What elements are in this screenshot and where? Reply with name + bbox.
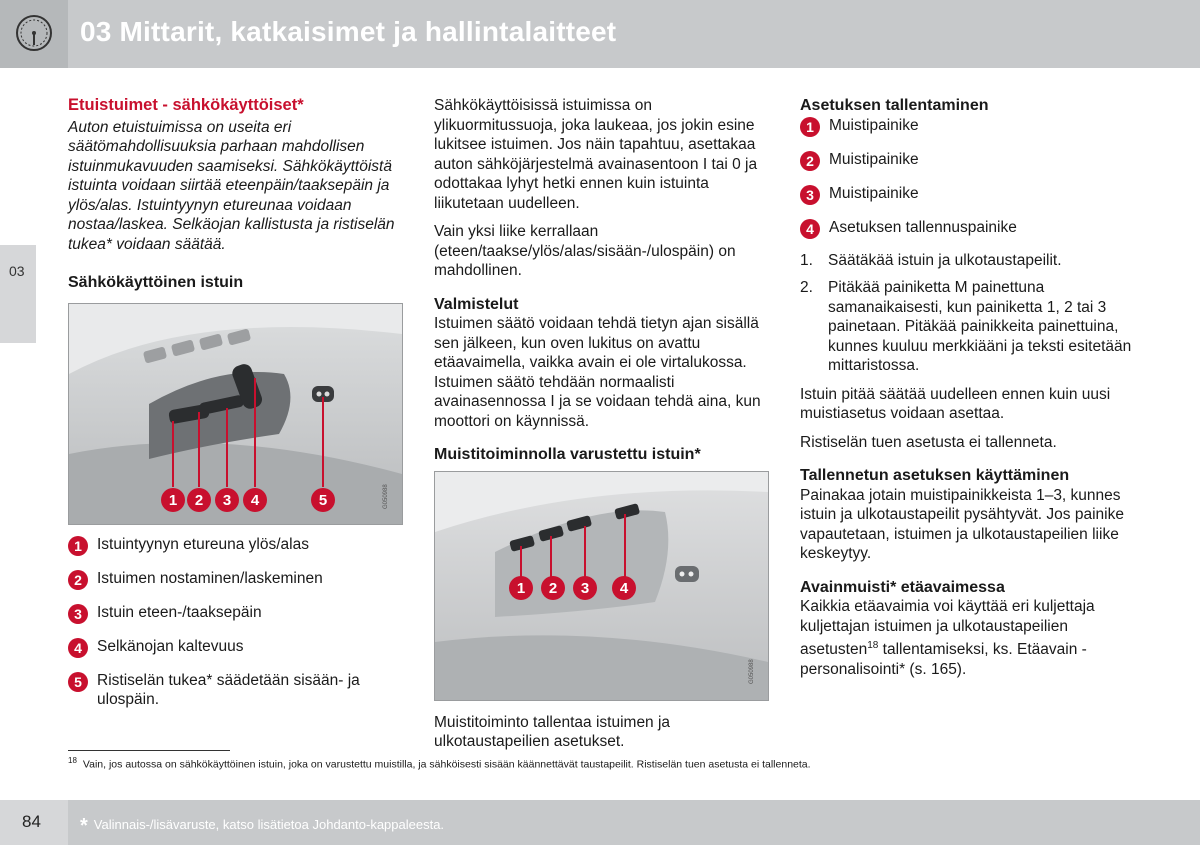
- heading-valmistelut: Valmistelut: [434, 295, 519, 313]
- list-item-text: Istuintyynyn etureuna ylös/alas: [97, 535, 309, 553]
- list-item-text: Muistipainike: [829, 184, 919, 202]
- image-label-1: 1: [516, 579, 526, 597]
- list-item-text: Istuimen nostaminen/laskeminen: [97, 569, 323, 587]
- image-label-1: 1: [168, 491, 178, 509]
- key-memory-paragraph: [800, 597, 1135, 679]
- footnote: [68, 756, 811, 771]
- image-label-2: 2: [548, 579, 558, 597]
- list-item-text: Selkänojan kaltevuus: [97, 637, 244, 655]
- using-saved-paragraph: Painakaa jotain muistipainikkeista 1–3, kunnes istuin ja ulkotaustapeilit pysähtyvät. Jos painike vapautetaan, istuimen ja ulkotaustapeilien liike keskeytyy.: [800, 486, 1124, 562]
- key-memory-text-b: tallentamiseksi, ks. Etäavain - personalisointi* (s. 165).: [800, 641, 1087, 678]
- footnote-text: Vain, jos autossa on sähkökäyttöinen istuin, joka on varustettu muistilla, ja sähköisesti sisään käännettävät taustapeilit. Ristiselän tuen asetusta ei tallenneta.: [82, 758, 811, 771]
- list-item: [68, 603, 403, 624]
- key-memory-text-a: Kaikkia etäavaimia voi käyttää eri kuljettaja kuljettajan istuimen ja ulkotaustapeilien asetusten: [800, 598, 1095, 659]
- heading-memory-seat: Muistitoiminnolla varustettu istuin*: [434, 446, 701, 463]
- page-footer: [0, 800, 1200, 845]
- list-item: [800, 150, 1135, 171]
- list-item-text: Ristiselän tukea* säädetään sisään- ja ulospäin.: [97, 671, 360, 708]
- number-badge: 1: [68, 536, 88, 556]
- list-item: [68, 569, 403, 590]
- number-badge: 3: [68, 604, 88, 624]
- footnote-ref[interactable]: 18: [867, 640, 879, 651]
- footnote-divider: [68, 750, 230, 751]
- list-item: [800, 184, 1135, 205]
- electric-seat-image: [68, 303, 403, 525]
- header-icon-box: [0, 0, 68, 68]
- list-item: [68, 637, 403, 658]
- lumbar-paragraph: Ristiselän tuen asetusta ei tallenneta.: [800, 433, 1057, 451]
- list-item-text: Istuin eteen-/taaksepäin: [97, 603, 262, 621]
- footnote-number: 18: [68, 756, 77, 765]
- subheading-electric-seat: Sähkökäyttöinen istuin: [68, 274, 244, 291]
- number-badge: 4: [68, 638, 88, 658]
- list-item-text: Muistipainike: [829, 150, 919, 168]
- step-number: 1.: [800, 251, 813, 269]
- step-number: 2.: [800, 279, 813, 296]
- chapter-tab[interactable]: [0, 245, 36, 343]
- section-heading: Etuistuimet - sähkökäyttöiset*: [68, 96, 304, 114]
- intro-text: Auton etuistuimissa on useita eri säätömahdollisuuksia parhaan mahdollisen istuinmukavuuden saamiseksi. Sähkökäyttöistä istuinta voidaan siirtää eteenpäin/taaksepäin ja ylös/alas. Istuintyynyn etureunaa voidaan nostaa/laskea. Selkäojan kallistusta ja ristiselän tukea* voidaan säätää.: [68, 118, 395, 253]
- image-code: G050988: [383, 483, 389, 509]
- image-label-2: 2: [194, 491, 204, 509]
- chapter-tab-label: 03: [9, 263, 25, 279]
- heading-key-memory: Avainmuisti* etäavaimessa: [800, 578, 1005, 596]
- page-header: [0, 0, 1200, 68]
- optional-equipment-text: Valinnais-/lisävaruste, katso lisätietoa Johdanto-kappaleesta.: [93, 817, 445, 832]
- heading-using-saved: Tallennetun asetuksen käyttäminen: [800, 467, 1070, 484]
- preparation-paragraph: Istuimen säätö voidaan tehdä tietyn ajan sisällä sen jälkeen, kun oven lukitus on avattu etäavaimella, vaikka avain ei ole virtalukossa. Istuimen säätö tehdään normaalisti avainasennossa I ja se voidaan tehdä aina, kun moottori on käynnissä.: [434, 315, 761, 430]
- image-label-3: 3: [580, 579, 590, 597]
- column-3: [800, 96, 1135, 679]
- optional-equipment-note: [80, 815, 444, 838]
- column-1: [68, 96, 403, 710]
- step-item: [800, 251, 1135, 271]
- list-item: [68, 671, 403, 710]
- one-motion-paragraph: Vain yksi liike kerrallaan (eteen/taakse/ylös/alas/sisään-/ulospäin) on mahdollinen.: [434, 223, 736, 279]
- number-badge: 3: [800, 185, 820, 205]
- page-number: 84: [22, 812, 41, 831]
- number-badge: 4: [800, 219, 820, 239]
- speedometer-icon: [15, 14, 53, 52]
- legend-list: [68, 535, 403, 710]
- list-item: [800, 218, 1135, 239]
- number-badge: 1: [800, 117, 820, 137]
- number-badge: 2: [68, 570, 88, 590]
- page-title: 03 Mittarit, katkaisimet ja hallintalaitteet: [80, 16, 617, 47]
- list-item-text: Muistipainike: [829, 116, 919, 134]
- image-label-3: 3: [222, 491, 232, 509]
- image-code: G050988: [749, 658, 755, 684]
- list-item: [800, 116, 1135, 137]
- number-badge: 5: [68, 672, 88, 692]
- memory-seat-image: [434, 471, 769, 701]
- image-label-4: 4: [250, 491, 260, 509]
- asterisk-icon: *: [80, 815, 88, 837]
- image-label-4: 4: [619, 579, 629, 597]
- step-text: Säätäkää istuin ja ulkotaustapeilit.: [828, 251, 1062, 269]
- overload-paragraph: Sähkökäyttöisissä istuimissa on ylikuormitussuoja, joka laukeaa, jos jokin esine lukitsee istuimen. Jos näin tapahtuu, asettakaa auton sähköjärjestelmä avainasentoon I tai 0 ja odottakaa lyhyt hetki ennen kuin istuinta liikutetaan uudelleen.: [434, 97, 758, 212]
- heading-saving: Asetuksen tallentaminen: [800, 97, 989, 114]
- image-caption: Muistitoiminto tallentaa istuimen ja ulkotaustapeilien asetukset.: [434, 713, 671, 750]
- list-item-text: Asetuksen tallennuspainike: [829, 218, 1017, 236]
- page-number-box: [0, 800, 68, 845]
- number-badge: 2: [800, 151, 820, 171]
- step-text: Pitäkää painiketta M painettuna samanaikaisesti, kun painiketta 1, 2 tai 3 painetaan. Pitäkää painikkeita painettuina, kunnes kuuluu merkkiääni ja teksti esitetään mittaristossa.: [828, 279, 1132, 374]
- column-2: [434, 96, 769, 752]
- readjust-paragraph: Istuin pitää säätää uudelleen ennen kuin uusi muistiasetus voidaan asettaa.: [800, 385, 1111, 422]
- image-label-5: 5: [318, 491, 328, 509]
- button-legend: [800, 116, 1135, 239]
- step-item: [800, 278, 1135, 376]
- list-item: [68, 535, 403, 556]
